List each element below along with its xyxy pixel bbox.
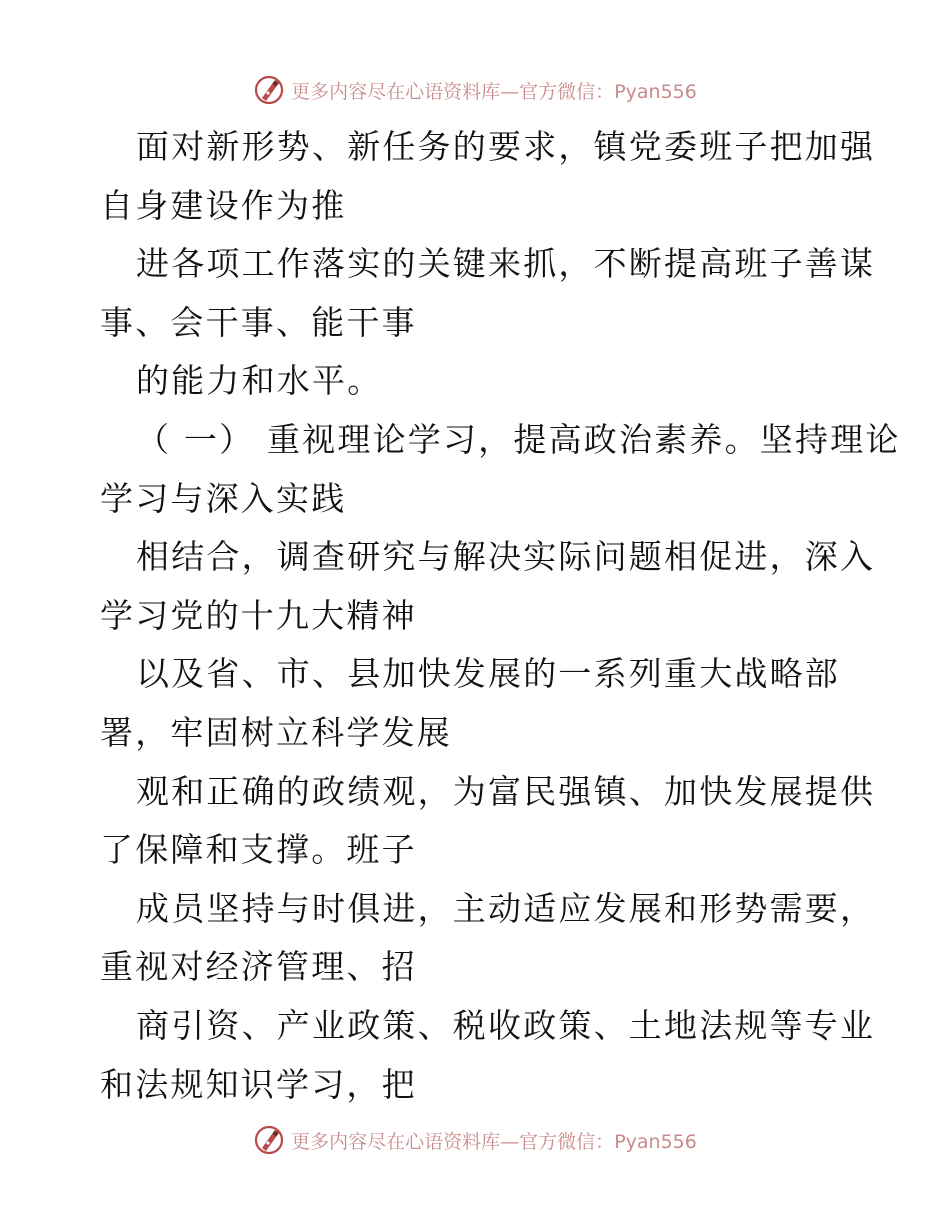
footer-banner: [0, 1120, 950, 1160]
footer-site-text: 更多内容尽在心语资料库: [291, 1130, 501, 1153]
body-line: 相结合，调查研究与解决实际问题相促进，深入: [136, 537, 876, 577]
footer-wechat-label: 官方微信：: [519, 1130, 615, 1153]
header-wechat-label: 官方微信：: [519, 80, 615, 103]
header-wechat-id: Pyan556: [614, 80, 697, 103]
body-line: 面对新形势、新任务的要求，镇党委班子把加强: [136, 127, 876, 166]
document-body: [100, 118, 901, 1114]
body-line: 学习党的十九大精神: [100, 595, 417, 635]
body-line: 了保障和支撑。班子: [100, 830, 417, 870]
body-line: 观和正确的政绩观，为富民强镇、加快发展提供: [136, 771, 876, 811]
header-site-text: 更多内容尽在心语资料库: [291, 80, 501, 103]
footer-wechat-id: Pyan556: [614, 1130, 697, 1153]
footer-banner-text: [291, 1127, 697, 1154]
body-line: 以及省、市、县加快发展的一系列重大战略部: [136, 654, 840, 694]
body-line: 和法规知识学习，把: [100, 1064, 417, 1104]
pen-nib-logo-icon: [253, 74, 285, 106]
body-line: 学习与深入实践: [100, 478, 347, 518]
footer-separator: —: [500, 1130, 520, 1153]
body-line: 自身建设作为推: [100, 185, 347, 225]
body-line: 事、会干事、能干事: [100, 302, 417, 342]
body-line: 成员坚持与时俱进，主动适应发展和形势需要，: [136, 888, 876, 928]
body-line: 的能力和水平。: [136, 361, 383, 401]
pen-nib-logo-icon: [253, 1124, 285, 1156]
body-line: 商引资、产业政策、税收政策、土地法规等专业: [136, 1005, 876, 1045]
section-heading-line: （ 一） 重视理论学习，提高政治素养。坚持理论: [136, 419, 901, 459]
header-banner: [0, 70, 950, 110]
body-line: 署，牢固树立科学发展: [100, 712, 452, 752]
header-separator: —: [500, 80, 520, 103]
header-banner-text: [291, 77, 697, 104]
body-line: 重视对经济管理、招: [100, 947, 417, 987]
body-line: 进各项工作落实的关键来抓，不断提高班子善谋: [136, 244, 876, 284]
